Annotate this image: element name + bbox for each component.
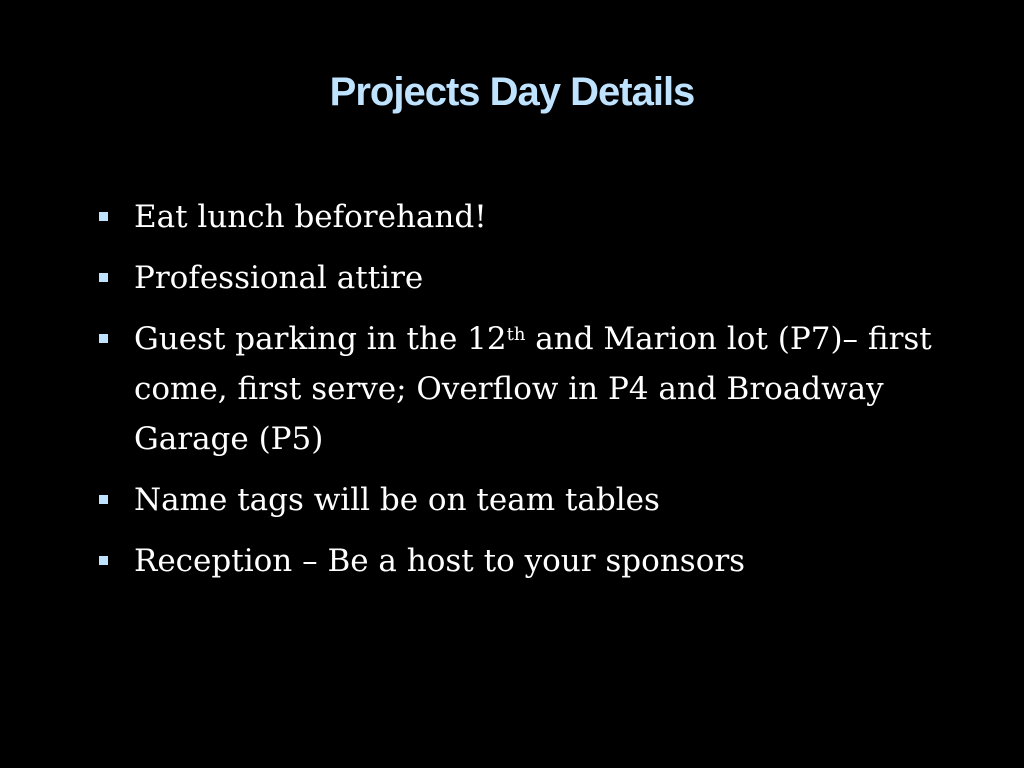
bullet-text-before: Guest parking in the 12	[134, 321, 507, 357]
slide-title: Projects Day Details	[329, 70, 695, 114]
list-item	[96, 253, 936, 303]
bullet-superscript: th	[506, 324, 526, 345]
square-bullet-icon	[99, 334, 108, 343]
square-bullet-icon	[99, 212, 108, 221]
square-bullet-icon	[99, 556, 108, 565]
list-item	[96, 192, 936, 242]
bullet-text-after: and Marion lot (P7)– first come, first serve; Overflow in P4 and Broadway Garage (P5)	[134, 321, 932, 457]
bullet-text: Name tags will be on team tables	[134, 482, 660, 518]
square-bullet-icon	[99, 273, 108, 282]
bullet-text: Eat lunch beforehand!	[134, 199, 487, 235]
list-item	[96, 475, 936, 525]
list-item	[96, 536, 936, 586]
bullet-text: Professional attire	[134, 260, 424, 296]
bullet-list	[96, 192, 936, 597]
bullet-text: Reception – Be a host to your sponsors	[134, 543, 746, 579]
list-item	[96, 314, 936, 464]
square-bullet-icon	[99, 495, 108, 504]
